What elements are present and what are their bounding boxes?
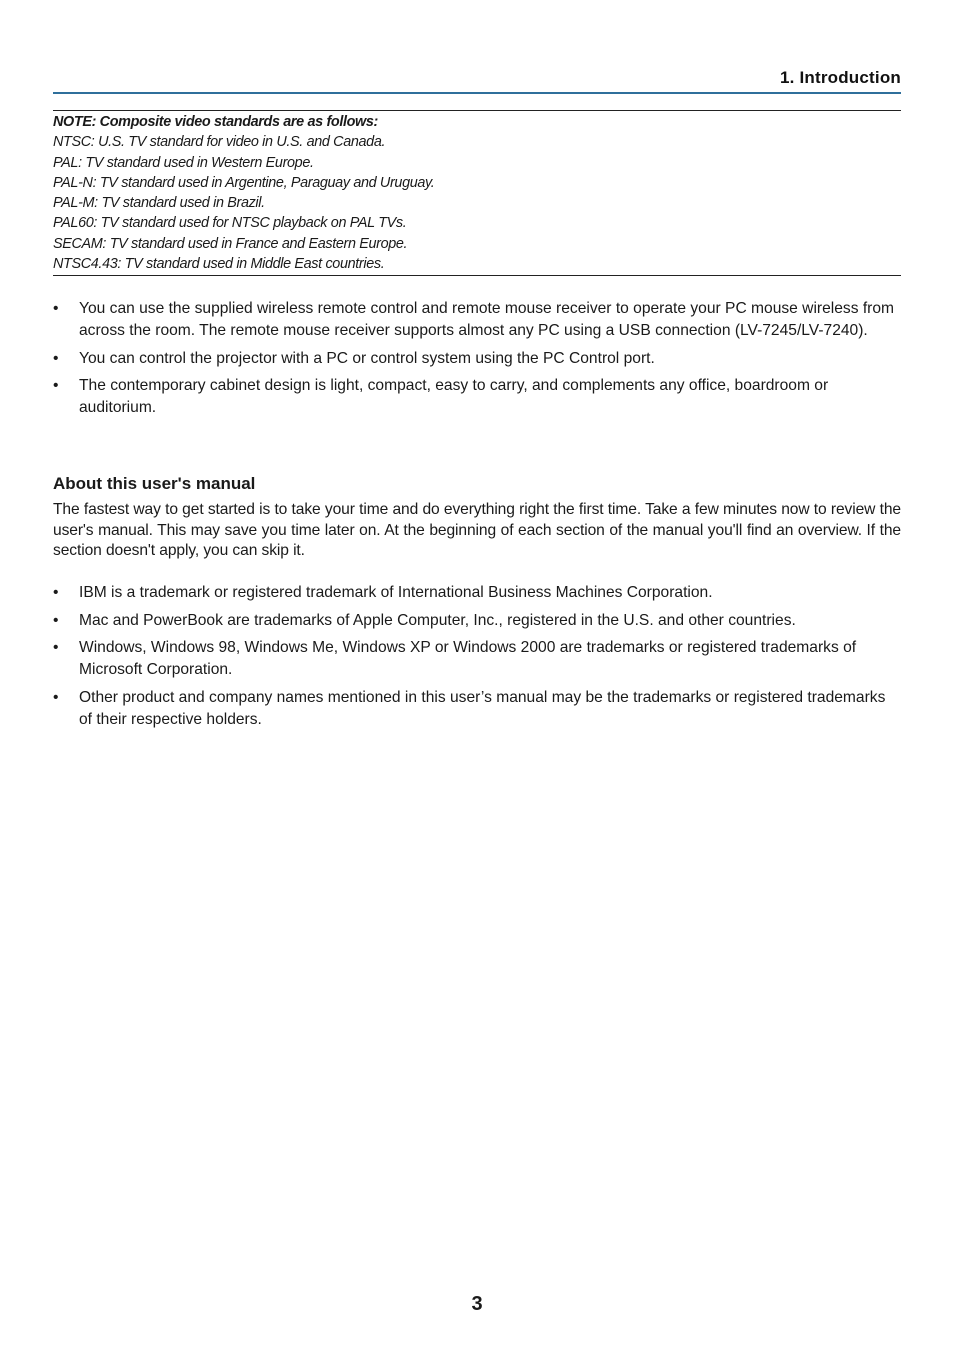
- bullet-glyph: •: [53, 688, 59, 706]
- trademark-list: [53, 582, 901, 736]
- list-item-text: You can use the supplied wireless remote control and remote mouse receiver to operate your PC mouse wireless from across the room. The remote mouse receiver supports almost any PC using a USB connection (LV-7245/LV-7240).: [79, 300, 895, 339]
- page-number: 3: [471, 1293, 483, 1315]
- section-header-title: 1. Introduction: [779, 68, 901, 87]
- about-heading: About this user's manual: [53, 474, 256, 493]
- bullet-glyph: •: [53, 639, 59, 656]
- header-divider: [53, 92, 901, 94]
- note-line-ntsc443: NTSC4.43: TV standard used in Middle East countries.: [53, 256, 385, 273]
- list-item: [53, 637, 901, 681]
- note-line-ntsc: NTSC: U.S. TV standard for video in U.S. and Canada.: [53, 134, 386, 151]
- list-item: [53, 348, 901, 370]
- bullet-glyph: •: [53, 377, 59, 394]
- list-item-text: The contemporary cabinet design is light, compact, easy to carry, and complements any office, boardroom or auditorium.: [79, 377, 829, 416]
- list-item: [53, 582, 901, 604]
- list-item-text: Windows, Windows 98, Windows Me, Windows XP or Windows 2000 are trademarks or registered trademarks of Microsoft Corporation.: [79, 639, 857, 678]
- bullet-glyph: •: [53, 611, 59, 629]
- note-title: NOTE: Composite video standards are as follows:: [53, 114, 378, 130]
- note-line-pal: PAL: TV standard used in Western Europe.: [53, 154, 314, 171]
- bullet-glyph: •: [53, 584, 59, 601]
- list-item: [53, 610, 901, 632]
- note-line-pal-n: PAL-N: TV standard used in Argentine, Paraguay and Uruguay.: [53, 174, 435, 191]
- bullet-glyph: •: [53, 349, 59, 367]
- note-line-secam: SECAM: TV standard used in France and Eastern Europe.: [53, 235, 408, 252]
- list-item: [53, 687, 901, 731]
- about-paragraph: The fastest way to get started is to take your time and do everything right the first time. Take a few minutes now to review the user's manual. This may save you time later on. At the beginning of each section of the manual you'll find an overview. If the section doesn't apply, you can skip it.: [53, 501, 901, 559]
- list-item-text: Mac and PowerBook are trademarks of Apple Computer, Inc., registered in the U.S. and other countries.: [79, 611, 796, 629]
- list-item: [53, 375, 901, 419]
- note-line-pal-m: PAL-M: TV standard used in Brazil.: [53, 195, 265, 212]
- list-item-text: Other product and company names mentioned in this user’s manual may be the trademarks or registered trademarks of their respective holders.: [79, 688, 886, 728]
- note-box: [53, 110, 901, 276]
- note-line-pal60: PAL60: TV standard used for NTSC playback on PAL TVs.: [53, 215, 407, 232]
- bullet-glyph: •: [53, 300, 59, 317]
- list-item-text: You can control the projector with a PC or control system using the PC Control port.: [79, 349, 655, 367]
- list-item-text: IBM is a trademark or registered trademark of International Business Machines Corporation.: [79, 584, 713, 601]
- feature-list: [53, 298, 901, 425]
- list-item: [53, 298, 901, 342]
